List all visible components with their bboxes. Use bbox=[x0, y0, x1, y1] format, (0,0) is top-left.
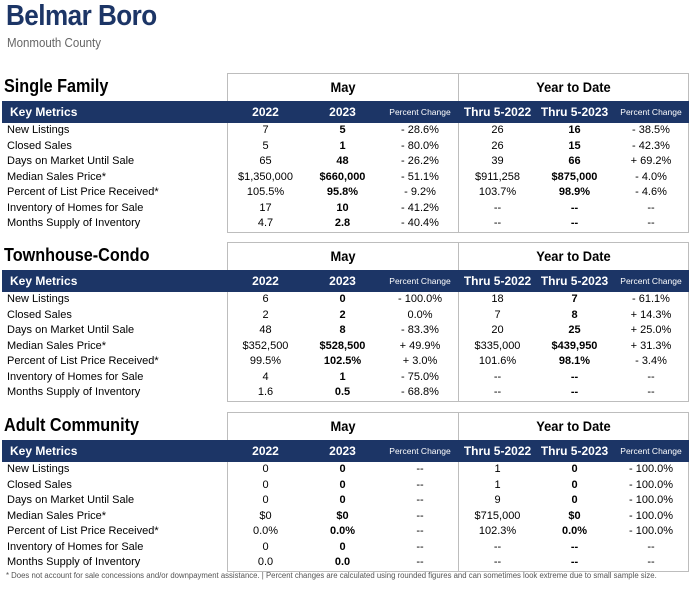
header-may-2023: 2023 bbox=[329, 105, 356, 119]
ytd-2022-value: 7 bbox=[494, 308, 501, 321]
table-row bbox=[2, 385, 689, 401]
metric-label: Percent of List Price Received* bbox=[7, 525, 159, 537]
may-2022-value: 105.5% bbox=[246, 186, 285, 198]
ytd-2023-value: $875,000 bbox=[551, 170, 598, 183]
may-2023-value: 102.5% bbox=[323, 355, 362, 367]
ytd-2023-value: 8 bbox=[571, 308, 578, 321]
may-percent-change: -- bbox=[416, 540, 424, 553]
ytd-2022-value: 1 bbox=[494, 463, 501, 475]
may-2023-value: 0.0% bbox=[329, 525, 356, 537]
ytd-percent-change: + 69.2% bbox=[630, 155, 672, 167]
may-2022-value: 0 bbox=[262, 463, 269, 475]
table-row bbox=[2, 462, 689, 478]
ytd-2022-value: $715,000 bbox=[474, 509, 521, 522]
metric-label: Days on Market Until Sale bbox=[7, 155, 135, 167]
header-key-metrics: Key Metrics bbox=[10, 444, 78, 458]
header-may-percent-change: Percent Change bbox=[389, 107, 451, 117]
may-2022-value: 17 bbox=[259, 201, 272, 214]
table-header-row bbox=[2, 101, 689, 123]
header-ytd-percent-change: Percent Change bbox=[620, 276, 682, 286]
metric-label: Percent of List Price Received* bbox=[7, 186, 159, 198]
ytd-2023-value: $439,950 bbox=[551, 339, 598, 352]
header-ytd-2022: Thru 5-2022 bbox=[463, 105, 532, 119]
ytd-percent-change: -- bbox=[647, 556, 655, 568]
section-adult-community bbox=[2, 412, 689, 572]
table-row bbox=[2, 201, 689, 217]
may-2022-value: 0 bbox=[262, 494, 269, 506]
may-percent-change: - 51.1% bbox=[401, 170, 439, 183]
may-percent-change: + 49.9% bbox=[399, 339, 441, 352]
ytd-2023-value: -- bbox=[570, 217, 579, 229]
metric-label: New Listings bbox=[7, 124, 70, 136]
group-label-ytd: Year to Date bbox=[536, 418, 611, 434]
may-2023-value: 8 bbox=[339, 324, 346, 336]
ytd-2022-value: -- bbox=[493, 370, 502, 383]
may-2022-value: 48 bbox=[259, 324, 272, 336]
ytd-percent-change: - 42.3% bbox=[632, 139, 670, 152]
may-percent-change: - 28.6% bbox=[401, 124, 439, 136]
may-2022-value: 2 bbox=[262, 308, 269, 321]
may-2023-value: 0 bbox=[339, 540, 346, 553]
ytd-2022-value: $335,000 bbox=[474, 339, 521, 352]
header-ytd-percent-change: Percent Change bbox=[620, 107, 682, 117]
section-single-family bbox=[2, 73, 689, 233]
may-percent-change: -- bbox=[416, 478, 424, 491]
ytd-percent-change: + 31.3% bbox=[630, 339, 672, 352]
ytd-2023-value: 15 bbox=[568, 139, 581, 152]
may-2023-value: 0.0 bbox=[334, 556, 351, 568]
ytd-2022-value: 20 bbox=[491, 324, 504, 336]
may-2023-value: 0.5 bbox=[334, 386, 351, 398]
may-percent-change: - 80.0% bbox=[401, 139, 439, 152]
may-percent-change: - 75.0% bbox=[401, 370, 439, 383]
metric-label: Months Supply of Inventory bbox=[7, 556, 141, 568]
may-2022-value: 4.7 bbox=[257, 217, 274, 229]
may-2023-value: 2.8 bbox=[334, 217, 351, 229]
metric-label: Closed Sales bbox=[7, 139, 72, 152]
table-row bbox=[2, 493, 689, 509]
may-2022-value: 99.5% bbox=[249, 355, 282, 367]
metric-label: New Listings bbox=[7, 293, 70, 305]
header-ytd-2022: Thru 5-2022 bbox=[463, 444, 532, 458]
ytd-2023-value: $0 bbox=[568, 509, 581, 522]
ytd-2022-value: 101.6% bbox=[478, 355, 517, 367]
may-2022-value: 5 bbox=[262, 139, 269, 152]
may-2022-value: 0.0 bbox=[257, 556, 274, 568]
may-percent-change: - 41.2% bbox=[401, 201, 439, 214]
may-percent-change: - 68.8% bbox=[401, 386, 439, 398]
header-may-2023: 2023 bbox=[329, 274, 356, 288]
may-2023-value: 5 bbox=[339, 124, 346, 136]
metric-label: Median Sales Price* bbox=[7, 509, 107, 522]
ytd-2023-value: -- bbox=[570, 201, 579, 214]
ytd-2022-value: 103.7% bbox=[478, 186, 517, 198]
may-percent-change: - 26.2% bbox=[401, 155, 439, 167]
ytd-percent-change: - 38.5% bbox=[632, 124, 670, 136]
may-percent-change: + 3.0% bbox=[402, 355, 438, 367]
may-percent-change: - 100.0% bbox=[397, 293, 443, 305]
ytd-2023-value: 98.1% bbox=[558, 355, 591, 367]
may-percent-change: -- bbox=[416, 463, 424, 475]
ytd-2023-value: 7 bbox=[571, 293, 578, 305]
metric-label: Months Supply of Inventory bbox=[7, 217, 141, 229]
may-2023-value: 48 bbox=[336, 155, 349, 167]
table-header-row bbox=[2, 440, 689, 462]
header-may-2022: 2022 bbox=[252, 444, 279, 458]
ytd-2022-value: -- bbox=[493, 540, 502, 553]
ytd-2022-value: 9 bbox=[494, 494, 501, 506]
header-may-2022: 2022 bbox=[252, 274, 279, 288]
header-may-percent-change: Percent Change bbox=[389, 446, 451, 456]
ytd-percent-change: -- bbox=[647, 217, 655, 229]
ytd-percent-change: -- bbox=[647, 201, 655, 214]
table-row bbox=[2, 509, 689, 525]
ytd-2023-value: 25 bbox=[568, 324, 581, 336]
may-2023-value: 10 bbox=[336, 201, 349, 214]
group-label-may: May bbox=[330, 418, 356, 434]
ytd-2023-value: 0.0% bbox=[561, 525, 588, 537]
may-2023-value: 0 bbox=[339, 463, 346, 475]
metric-label: Months Supply of Inventory bbox=[7, 386, 141, 398]
may-2022-value: 6 bbox=[262, 293, 269, 305]
ytd-2023-value: -- bbox=[570, 370, 579, 383]
ytd-2023-value: 66 bbox=[568, 155, 581, 167]
metric-label: New Listings bbox=[7, 463, 70, 475]
header-may-percent-change: Percent Change bbox=[389, 276, 451, 286]
table-row bbox=[2, 139, 689, 155]
metric-label: Inventory of Homes for Sale bbox=[7, 370, 144, 383]
ytd-2023-value: 16 bbox=[568, 124, 581, 136]
table-row bbox=[2, 292, 689, 308]
ytd-2023-value: 0 bbox=[571, 463, 578, 475]
ytd-2022-value: 26 bbox=[491, 124, 504, 136]
table-row bbox=[2, 540, 689, 556]
table-row bbox=[2, 170, 689, 186]
may-2022-value: 1.6 bbox=[257, 386, 274, 398]
ytd-percent-change: - 3.4% bbox=[635, 355, 667, 367]
group-label-may: May bbox=[330, 248, 356, 264]
may-2023-value: 1 bbox=[339, 139, 346, 152]
group-label-ytd: Year to Date bbox=[536, 248, 611, 264]
may-percent-change: -- bbox=[416, 509, 424, 522]
may-2023-value: 0 bbox=[339, 478, 346, 491]
may-2022-value: $352,500 bbox=[242, 339, 289, 352]
table-row bbox=[2, 524, 689, 540]
may-2023-value: $660,000 bbox=[319, 170, 366, 183]
header-may-2023: 2023 bbox=[329, 444, 356, 458]
metric-label: Inventory of Homes for Sale bbox=[7, 540, 144, 553]
ytd-percent-change: - 4.0% bbox=[635, 170, 667, 183]
table-row bbox=[2, 185, 689, 201]
ytd-2023-value: -- bbox=[570, 386, 579, 398]
metric-label: Closed Sales bbox=[7, 308, 72, 321]
ytd-2022-value: -- bbox=[493, 217, 502, 229]
metric-label: Inventory of Homes for Sale bbox=[7, 201, 144, 214]
may-percent-change: -- bbox=[416, 525, 424, 537]
may-2022-value: 4 bbox=[262, 370, 269, 383]
ytd-percent-change: + 25.0% bbox=[630, 324, 672, 336]
table-row bbox=[2, 354, 689, 370]
table-row bbox=[2, 555, 689, 571]
metric-label: Median Sales Price* bbox=[7, 170, 107, 183]
metric-label: Closed Sales bbox=[7, 478, 72, 491]
ytd-2022-value: 18 bbox=[491, 293, 504, 305]
may-2022-value: 0 bbox=[262, 540, 269, 553]
section-title: Adult Community bbox=[4, 415, 139, 435]
ytd-percent-change: -- bbox=[647, 386, 655, 398]
header-ytd-2023: Thru 5-2023 bbox=[540, 274, 609, 288]
ytd-2022-value: 39 bbox=[491, 155, 504, 167]
table-header-row bbox=[2, 270, 689, 292]
section-title: Townhouse-Condo bbox=[4, 245, 150, 265]
header-ytd-percent-change: Percent Change bbox=[620, 446, 682, 456]
header-may-2022: 2022 bbox=[252, 105, 279, 119]
may-2022-value: 0.0% bbox=[252, 525, 279, 537]
may-percent-change: -- bbox=[416, 494, 424, 506]
table-row bbox=[2, 478, 689, 494]
ytd-2022-value: -- bbox=[493, 201, 502, 214]
may-2023-value: $528,500 bbox=[319, 339, 366, 352]
ytd-2023-value: 0 bbox=[571, 478, 578, 491]
metric-label: Median Sales Price* bbox=[7, 339, 107, 352]
ytd-2022-value: 102.3% bbox=[478, 525, 517, 537]
ytd-2023-value: 98.9% bbox=[558, 186, 591, 198]
may-percent-change: - 40.4% bbox=[401, 217, 439, 229]
header-key-metrics: Key Metrics bbox=[10, 105, 78, 119]
section-townhouse-condo bbox=[2, 242, 689, 402]
may-percent-change: -- bbox=[416, 556, 424, 568]
table-row bbox=[2, 370, 689, 386]
ytd-2023-value: -- bbox=[570, 540, 579, 553]
table-row bbox=[2, 323, 689, 339]
page-subtitle: Monmouth County bbox=[7, 36, 101, 50]
metric-label: Percent of List Price Received* bbox=[7, 355, 159, 367]
may-2022-value: 0 bbox=[262, 478, 269, 491]
table-row bbox=[2, 216, 689, 232]
table-row bbox=[2, 308, 689, 324]
group-label-may: May bbox=[330, 79, 356, 95]
may-2022-value: $0 bbox=[259, 509, 272, 522]
page-title: Belmar Boro bbox=[6, 0, 157, 32]
may-percent-change: - 83.3% bbox=[401, 324, 439, 336]
may-2023-value: 2 bbox=[339, 308, 346, 321]
section-title: Single Family bbox=[4, 76, 109, 96]
group-label-ytd: Year to Date bbox=[536, 79, 611, 95]
ytd-2022-value: 26 bbox=[491, 139, 504, 152]
may-2023-value: 1 bbox=[339, 370, 346, 383]
header-ytd-2023: Thru 5-2023 bbox=[540, 444, 609, 458]
may-2022-value: $1,350,000 bbox=[237, 170, 294, 183]
ytd-percent-change: - 100.0% bbox=[628, 478, 674, 491]
ytd-percent-change: - 100.0% bbox=[628, 494, 674, 506]
header-ytd-2022: Thru 5-2022 bbox=[463, 274, 532, 288]
header-key-metrics: Key Metrics bbox=[10, 274, 78, 288]
metric-label: Days on Market Until Sale bbox=[7, 494, 135, 506]
table-row bbox=[2, 123, 689, 139]
ytd-percent-change: - 100.0% bbox=[628, 463, 674, 475]
may-2023-value: $0 bbox=[336, 509, 349, 522]
ytd-2022-value: $911,258 bbox=[474, 170, 521, 183]
may-2023-value: 0 bbox=[339, 494, 346, 506]
ytd-percent-change: - 61.1% bbox=[632, 293, 670, 305]
table-row bbox=[2, 339, 689, 355]
may-2022-value: 65 bbox=[259, 155, 272, 167]
ytd-2023-value: -- bbox=[570, 556, 579, 568]
ytd-percent-change: -- bbox=[647, 370, 655, 383]
may-percent-change: - 9.2% bbox=[404, 186, 436, 198]
ytd-2022-value: -- bbox=[493, 556, 502, 568]
may-2023-value: 95.8% bbox=[326, 186, 359, 198]
may-percent-change: 0.0% bbox=[407, 308, 433, 321]
table-row bbox=[2, 154, 689, 170]
ytd-2022-value: 1 bbox=[494, 478, 501, 491]
metric-label: Days on Market Until Sale bbox=[7, 324, 135, 336]
ytd-2022-value: -- bbox=[493, 386, 502, 398]
ytd-percent-change: - 4.6% bbox=[635, 186, 667, 198]
ytd-percent-change: - 100.0% bbox=[628, 525, 674, 537]
footnote: * Does not account for sale concessions and/or downpayment assistance. | Percent changes are calculated using rounded figures and can sometimes look extreme due to small sample size. bbox=[6, 571, 657, 580]
ytd-2023-value: 0 bbox=[571, 494, 578, 506]
ytd-percent-change: -- bbox=[647, 540, 655, 553]
may-2023-value: 0 bbox=[339, 293, 346, 305]
ytd-percent-change: - 100.0% bbox=[628, 509, 674, 522]
ytd-percent-change: + 14.3% bbox=[630, 308, 672, 321]
header-ytd-2023: Thru 5-2023 bbox=[540, 105, 609, 119]
may-2022-value: 7 bbox=[262, 124, 269, 136]
